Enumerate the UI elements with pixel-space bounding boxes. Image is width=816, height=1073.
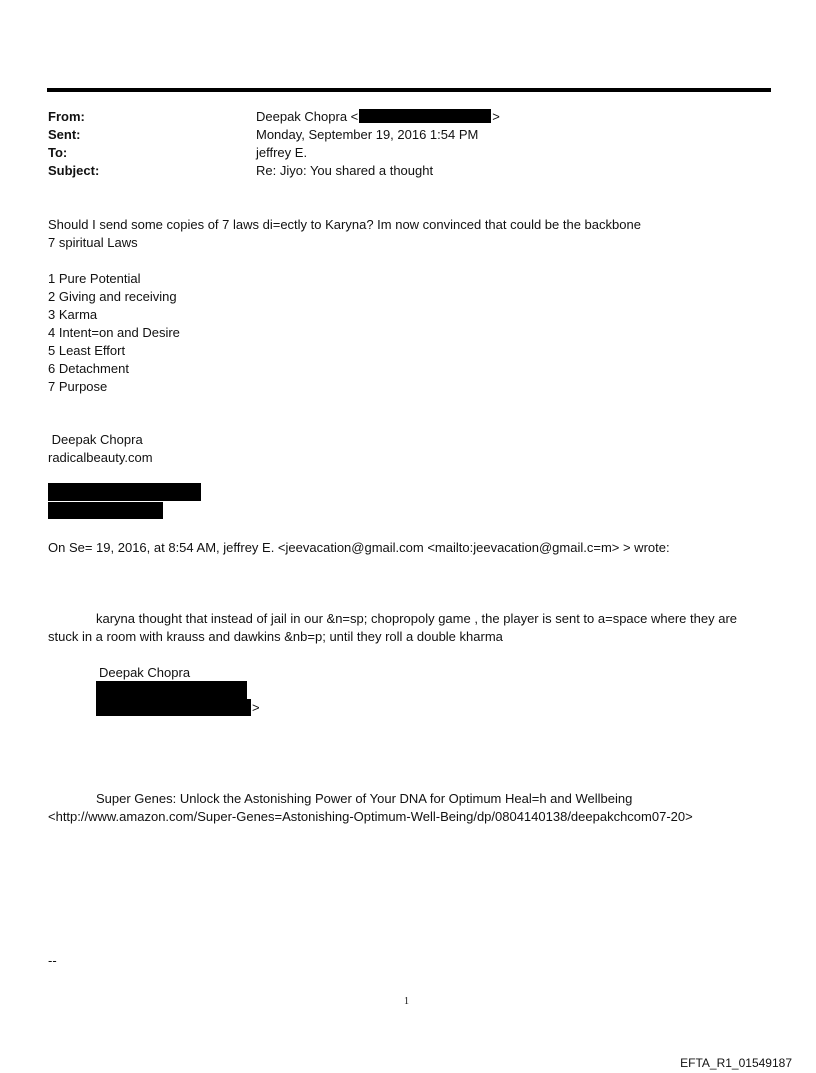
quoted-signature-close: > <box>252 700 260 715</box>
quoted-signature-name: Deepak Chopra <box>99 665 191 680</box>
from-name: Deepak Chopra < <box>256 109 359 124</box>
redaction-box <box>96 699 251 716</box>
quote-intro: On Se= 19, 2016, at 8:54 AM, jeffrey E. <jeevacation@gmail.com <mailto:jeevacation@gmail.c=m> > wrote: <box>48 540 670 555</box>
from-value <box>256 108 500 126</box>
law-item: 1 Pure Potential <box>48 271 141 286</box>
redaction-box <box>48 502 163 519</box>
email-header <box>48 108 500 180</box>
sent-value: Monday, September 19, 2016 1:54 PM <box>256 127 479 142</box>
subject-value: Re: Jiyo: You shared a thought <box>256 163 434 178</box>
subject-label: Subject: <box>48 163 100 178</box>
law-item: 5 Least Effort <box>48 343 126 358</box>
from-close: > <box>492 109 500 124</box>
redaction-box <box>359 109 491 123</box>
law-item: 2 Giving and receiving <box>48 289 177 304</box>
from-row <box>48 108 500 126</box>
book-link[interactable]: <http://www.amazon.com/Super-Genes=Astonishing-Optimum-Well-Being/dp/0804140138/deepakchcom07-20> <box>48 809 693 824</box>
sent-row <box>48 126 500 144</box>
book-title: Super Genes: Unlock the Astonishing Power of Your DNA for Optimum Heal=h and Wellbeing <box>96 791 633 806</box>
signature-name: Deepak Chopra <box>48 432 143 447</box>
signature-dashes: -- <box>48 953 57 968</box>
subject-row <box>48 162 500 180</box>
law-item: 6 Detachment <box>48 361 129 376</box>
document-id: EFTA_R1_01549187 <box>680 1056 792 1070</box>
header-rule <box>47 88 771 92</box>
body-line-2: 7 spiritual Laws <box>48 235 138 250</box>
quoted-paragraph: karyna thought that instead of jail in our &n=sp; chopropoly game , the player is sent to a=space where they are stuck in a room with krauss and dawkins &nb=p; until they roll a double kharma <box>48 611 737 644</box>
to-value: jeffrey E. <box>256 145 308 160</box>
body-line-1: Should I send some copies of 7 laws di=ectly to Karyna? Im now convinced that could be the backbone <box>48 217 641 232</box>
redaction-box <box>96 681 247 699</box>
law-item: 4 Intent=on and Desire <box>48 325 180 340</box>
redaction-box <box>48 483 201 501</box>
to-row <box>48 144 500 162</box>
page-number: 1 <box>404 996 409 1007</box>
sent-label: Sent: <box>48 127 81 142</box>
from-label: From: <box>48 109 85 124</box>
law-item: 3 Karma <box>48 307 98 322</box>
to-label: To: <box>48 145 68 160</box>
signature-site: radicalbeauty.com <box>48 450 153 465</box>
law-item: 7 Purpose <box>48 379 108 394</box>
